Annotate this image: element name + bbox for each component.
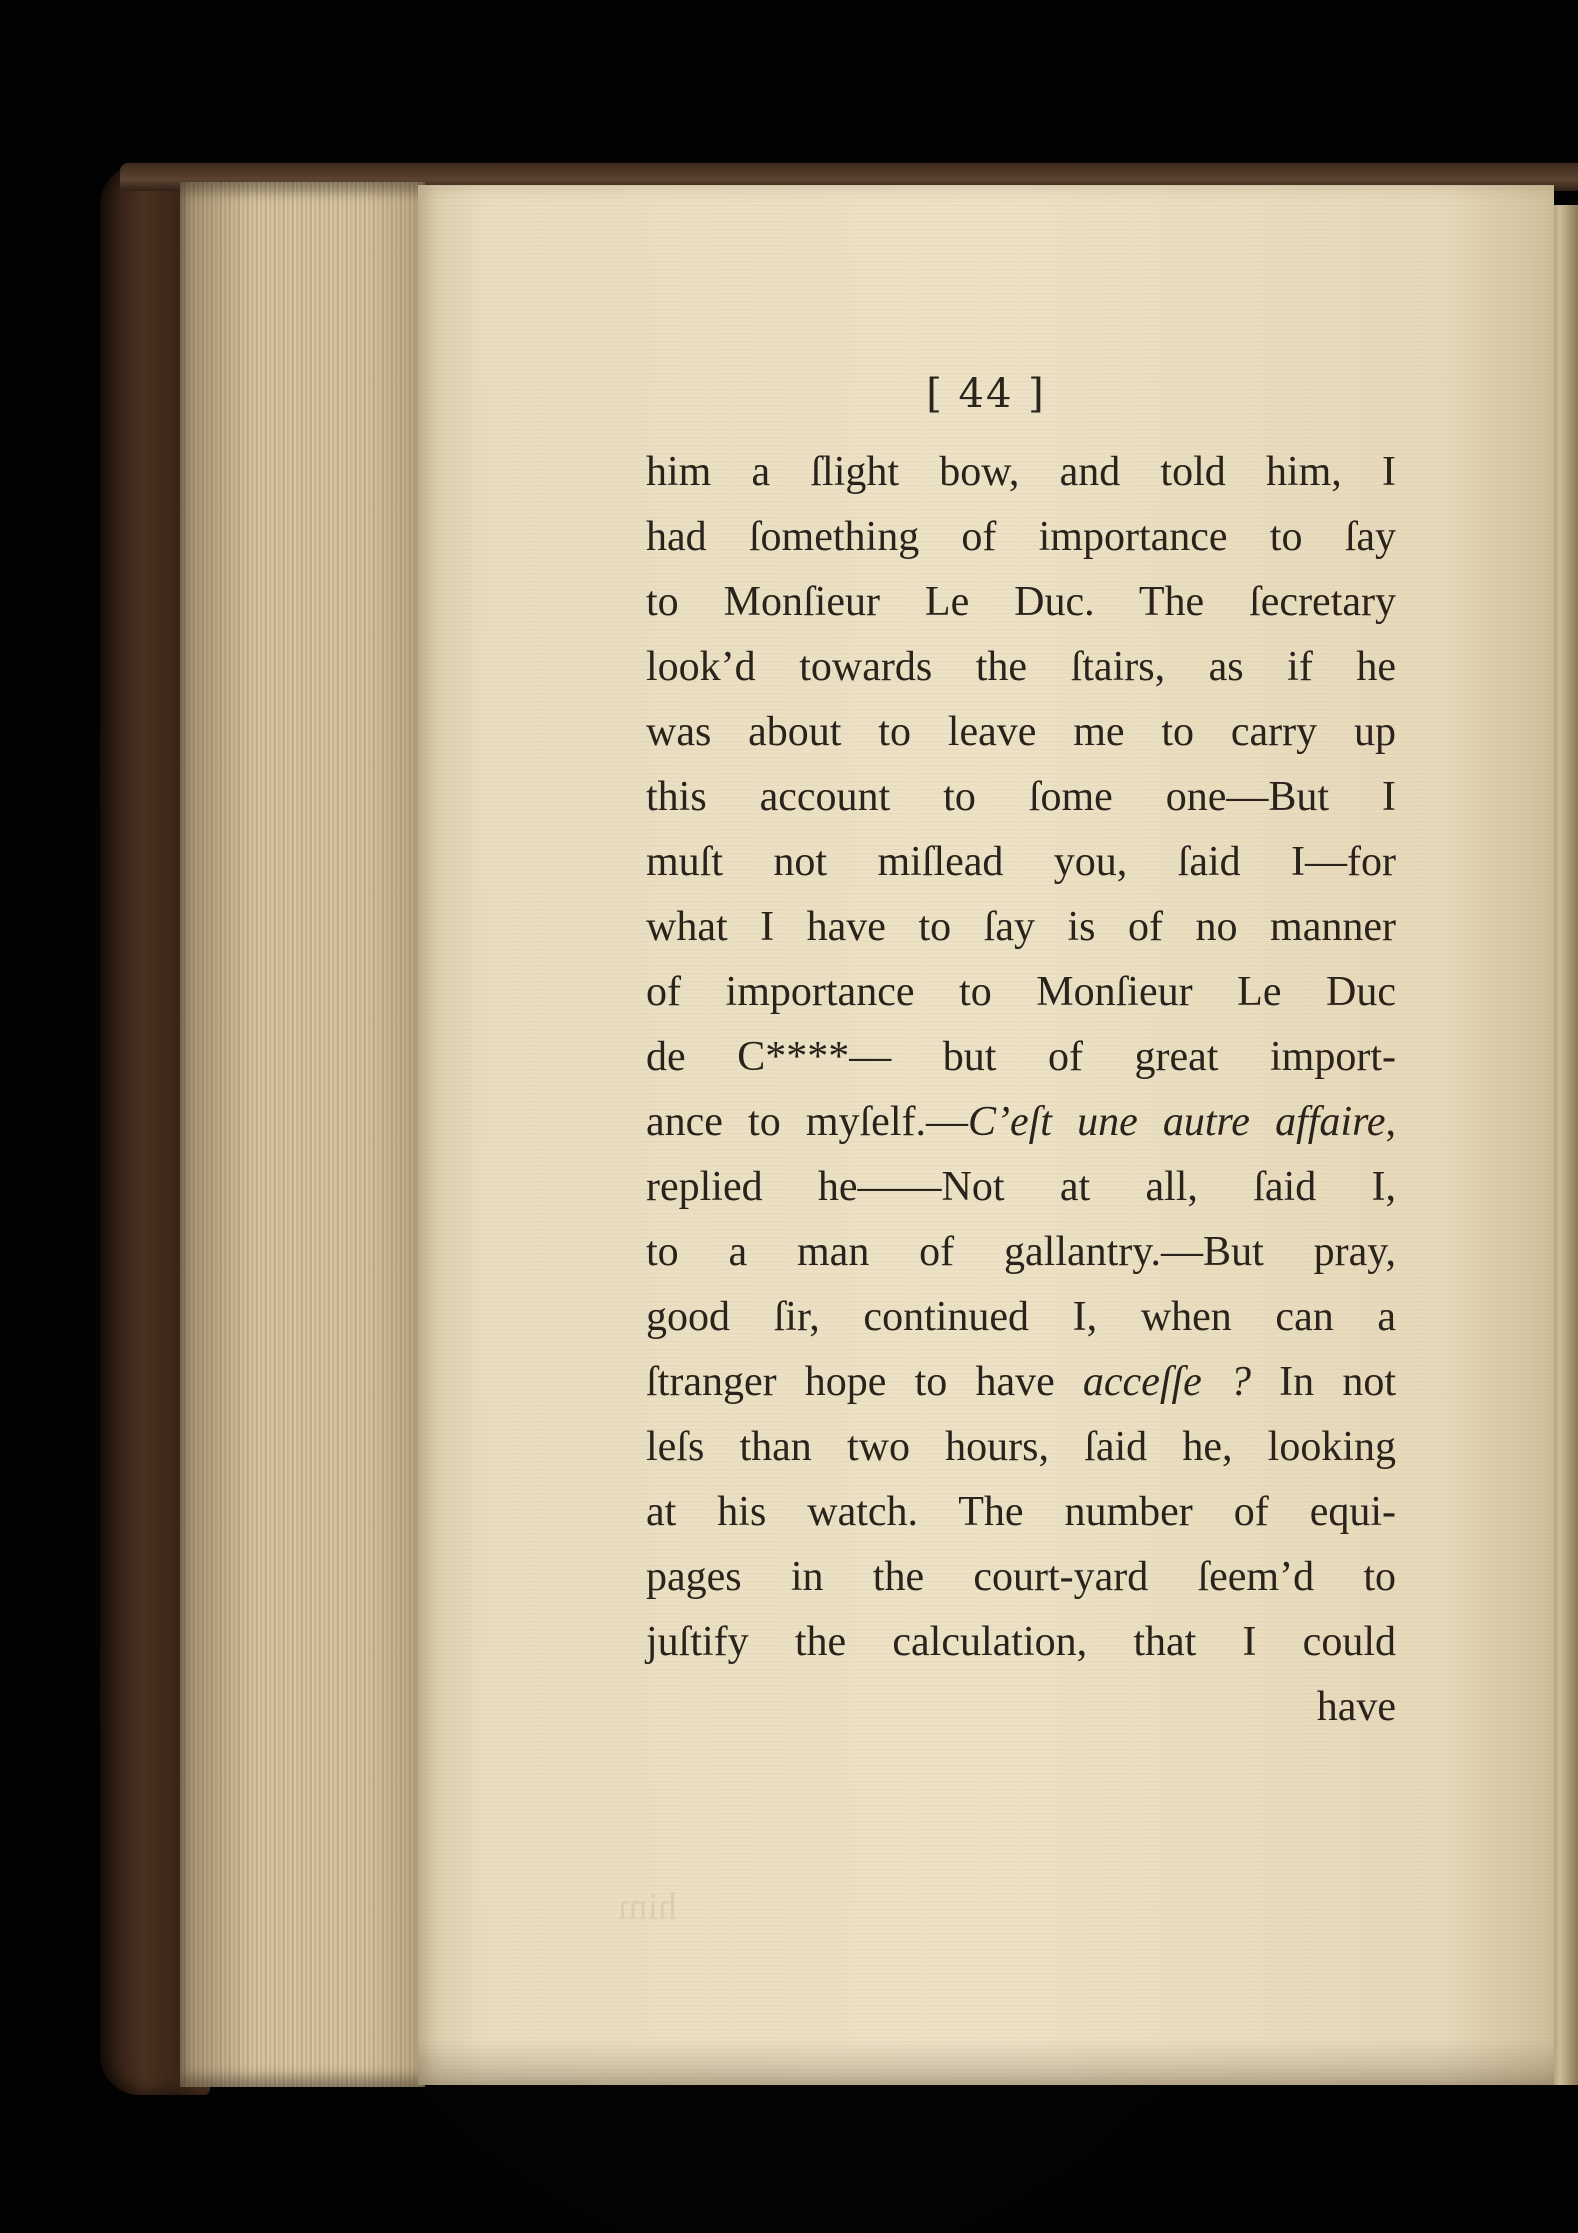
bleed-through-text: him [618, 1886, 678, 1928]
text-line: pages in the court-yard ſeem’d to [646, 1554, 1396, 1600]
text-line: muſt not miſlead you, ſaid I—for [646, 839, 1396, 885]
text-line: leſs than two hours, ſaid he, looking [646, 1424, 1396, 1470]
book-page [418, 185, 1554, 2085]
text-line [646, 1350, 1396, 1415]
text-line: to a man of gallantry.—But pray, [646, 1229, 1396, 1275]
page-number: [ 44 ] [926, 371, 1046, 417]
italic-phrase: C’eſt une autre affaire [967, 1099, 1386, 1145]
italic-phrase: acceſſe ? [1082, 1359, 1251, 1405]
text-line: to Monſieur Le Duc. The ſecretary [646, 579, 1396, 625]
text-line: of importance to Monſieur Le Duc [646, 969, 1396, 1015]
text-line: him a ſlight bow, and told him, I [646, 449, 1396, 495]
text-segment: ſtranger hope to have [646, 1359, 1083, 1405]
text-line: this account to ſome one—But I [646, 774, 1396, 820]
text-line: juſtify the calculation, that I could [646, 1619, 1396, 1665]
text-line: de C****— but of great import- [646, 1034, 1396, 1080]
text-line [646, 1090, 1396, 1155]
text-line: look’d towards the ſtairs, as if he [646, 644, 1396, 690]
text-segment: ance to myſelf.— [646, 1099, 968, 1145]
text-line: had ſomething of importance to ſay [646, 514, 1396, 560]
catchword: have [1316, 1684, 1396, 1730]
text-line: at his watch. The number of equi- [646, 1489, 1396, 1535]
page-text [646, 440, 1396, 1740]
text-line: was about to leave me to carry up [646, 709, 1396, 755]
text-segment: , [1385, 1099, 1397, 1145]
text-line: replied he——Not at all, ſaid I, [646, 1164, 1396, 1210]
text-line: good ſir, continued I, when can a [646, 1294, 1396, 1340]
text-line: what I have to ſay is of no manner [646, 904, 1396, 950]
text-segment: In not [1251, 1359, 1397, 1405]
